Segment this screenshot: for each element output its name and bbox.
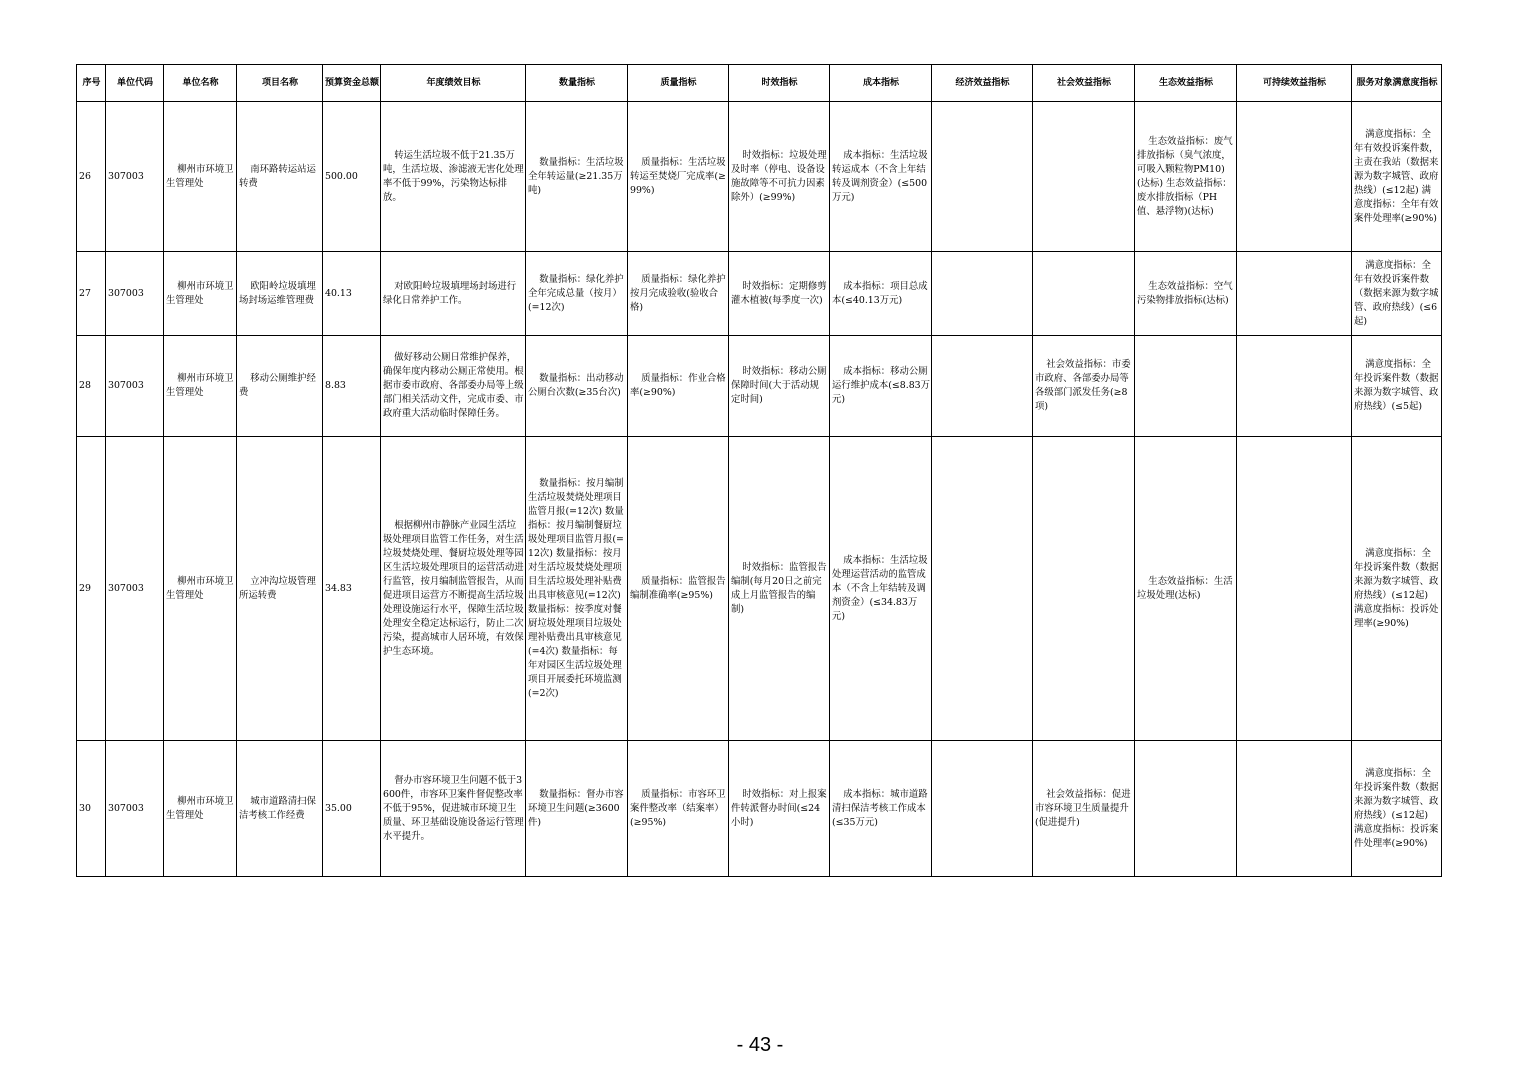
table-row [77,336,1442,437]
quantity-text: 数量指标：绿化养护全年完成总量（按月）(=12次) [528,273,624,313]
cell-timeliness [729,741,830,877]
cell-cost [830,252,932,336]
cell-budget: 35.00 [323,741,381,877]
cell-quality [628,336,729,437]
cell-quality [628,437,729,741]
cell-ecological [1135,437,1237,741]
quality-text: 质量指标：绿化养护按月完成验收(验收合格) [630,273,726,313]
cell-timeliness [729,252,830,336]
cell-unit-name [164,252,237,336]
header-satisfaction: 服务对象满意度指标 [1352,65,1442,102]
cell-timeliness [729,102,830,252]
cell-budget: 500.00 [323,102,381,252]
unit-name-text: 柳州市环境卫生管理处 [166,163,234,189]
cell-sustainable [1237,437,1352,741]
cell-quantity [526,437,628,741]
cell-goal [381,437,526,741]
cell-sustainable [1237,741,1352,877]
ecological-text: 生态效益指标：生活垃圾处理(达标) [1137,575,1233,601]
cell-unit-name [164,741,237,877]
cell-unit-name [164,102,237,252]
quantity-text: 数量指标：按月编制生活垃圾焚烧处理项目监管月报(=12次) 数量指标：按月编制餐厨垃圾处理项目监管月报(=12次) 数量指标：按月对生活垃圾焚烧处理项目生活垃圾处理补贴费出具审核意见(=12次) 数量指标：按季度对餐厨垃圾处理项目垃圾处理补贴费出具审核意见(=4次) 数量指标：每年对园区生活垃圾处理项目开展委托环境监测(=2次) [528,477,624,699]
cell-unit-code: 307003 [106,102,164,252]
cell-social [1033,437,1135,741]
timeliness-text: 时效指标：垃圾处理及时率（停电、设备设施故障等不可抗力因素除外）(≥99%) [731,149,827,203]
cell-sustainable [1237,252,1352,336]
table-row [77,437,1442,741]
cell-cost [830,336,932,437]
header-timeliness: 时效指标 [729,65,830,102]
project-name-text: 欧阳岭垃圾填埋场封场运维管理费 [239,280,316,306]
cell-social [1033,741,1135,877]
cell-project-name [237,252,323,336]
cell-seq: 28 [77,336,106,437]
quality-text: 质量指标：生活垃圾转运至焚烧厂完成率(≥99%) [630,156,726,196]
cell-satisfaction [1352,252,1442,336]
goal-text: 根据柳州市静脉产业园生活垃圾处理项目监管工作任务，对生活垃圾焚烧处理、餐厨垃圾处理等园区生活垃圾处理项目的运营活动进行监管，按月编制监管报告，从而促进项目运营方不断提高生活垃圾处理设施运行水平，保障生活垃圾处理安全稳定达标运行，防止二次污染，提高城市人居环境，有效保护生态环境。 [383,519,524,657]
cell-satisfaction [1352,336,1442,437]
cell-satisfaction [1352,741,1442,877]
cell-economic [932,252,1033,336]
cell-budget: 34.83 [323,437,381,741]
cell-economic [932,437,1033,741]
quality-text: 质量指标：监管报告编制准确率(≥95%) [630,575,726,601]
timeliness-text: 时效指标：定期修剪灌木植被(每季度一次) [731,280,827,306]
cell-ecological [1135,741,1237,877]
cell-ecological [1135,102,1237,252]
cell-economic [932,741,1033,877]
satisfaction-text: 满意度指标：全年投诉案件数（数据来源为数字城管、政府热线）(≤12起) 满意度指标：投诉处理率(≥90%) [1354,547,1439,629]
cell-timeliness [729,336,830,437]
cell-budget: 8.83 [323,336,381,437]
ecological-text: 生态效益指标：空气污染物排放指标(达标) [1137,280,1233,306]
cell-unit-name [164,336,237,437]
satisfaction-text: 满意度指标：全年投诉案件数（数据来源为数字城管、政府热线）(≤12起) 满意度指标：投诉案件处理率(≥90%) [1354,767,1439,849]
cell-budget: 40.13 [323,252,381,336]
cell-unit-code: 307003 [106,741,164,877]
cell-sustainable [1237,102,1352,252]
cell-unit-code: 307003 [106,437,164,741]
cell-project-name [237,336,323,437]
project-name-text: 南环路转运站运转费 [239,163,316,189]
cell-economic [932,336,1033,437]
performance-table [76,64,1442,877]
cell-sustainable [1237,336,1352,437]
cell-project-name [237,102,323,252]
timeliness-text: 时效指标：对上报案件转派督办时间(≤24小时) [731,788,827,828]
cell-quality [628,102,729,252]
project-name-text: 城市道路清扫保洁考核工作经费 [239,795,316,821]
cell-seq: 30 [77,741,106,877]
cost-text: 成本指标：移动公厕运行维护成本(≤8.83万元) [832,366,931,405]
cell-goal [381,741,526,877]
cell-quality [628,741,729,877]
page-number: - 43 - [736,1034,784,1056]
timeliness-text: 时效指标：移动公厕保障时间(大于活动规定时间) [731,366,827,405]
cell-project-name [237,741,323,877]
cell-ecological [1135,252,1237,336]
quantity-text: 数量指标：生活垃圾全年转运量(≥21.35万吨) [528,156,624,196]
cost-text: 成本指标：城市道路清扫保洁考核工作成本(≤35万元) [832,788,928,828]
cell-seq: 26 [77,102,106,252]
cost-text: 成本指标：项目总成本(≤40.13万元) [832,280,928,306]
cost-text: 成本指标：生活垃圾处理运营活动的监管成本（不含上年结转及调剂资金）(≤34.83万元) [832,554,928,622]
header-economic: 经济效益指标 [932,65,1033,102]
quality-text: 质量指标：作业合格率(≥90%) [630,373,726,398]
header-quality: 质量指标 [628,65,729,102]
project-name-text: 立冲沟垃圾管理所运转费 [239,575,316,601]
satisfaction-text: 满意度指标：全年有效投诉案件数，主责在我站（数据来源为数字城管、政府热线）(≤12起) 满意度指标：全年有效案件处理率(≥90%) [1354,128,1439,224]
satisfaction-text: 满意度指标：全年投诉案件数（数据来源为数字城管、政府热线）(≤5起) [1354,359,1439,412]
cell-social [1033,336,1135,437]
header-seq: 序号 [77,65,106,102]
header-budget-total: 预算资金总额 [323,65,381,102]
cell-seq: 29 [77,437,106,741]
header-ecological: 生态效益指标 [1135,65,1237,102]
cell-economic [932,102,1033,252]
cell-unit-code: 307003 [106,336,164,437]
cell-quantity [526,336,628,437]
goal-text: 对欧阳岭垃圾填埋场封场进行绿化日常养护工作。 [383,280,517,306]
unit-name-text: 柳州市环境卫生管理处 [166,795,234,821]
ecological-text: 生态效益指标：废气排放指标（臭气浓度，可吸入颗粒物PM10)(达标) 生态效益指标：废水排放指标（PH值、悬浮物)(达标) [1137,135,1233,217]
header-project-name: 项目名称 [237,65,323,102]
timeliness-text: 时效指标：监管报告编制(每月20日之前完成上月监管报告的编制) [731,561,827,615]
cell-social [1033,102,1135,252]
header-quantity: 数量指标 [526,65,628,102]
satisfaction-text: 满意度指标：全年有效投诉案件数（数据来源为数字城管、政府热线）(≤6起) [1354,259,1439,327]
cell-timeliness [729,437,830,741]
cell-social [1033,252,1135,336]
header-unit-name: 单位名称 [164,65,237,102]
unit-name-text: 柳州市环境卫生管理处 [166,373,234,398]
header-unit-code: 单位代码 [106,65,164,102]
cell-satisfaction [1352,102,1442,252]
quality-text: 质量指标：市容环卫案件整改率（结案率）(≥95%) [630,788,726,828]
cell-cost [830,437,932,741]
cell-goal [381,336,526,437]
cell-quality [628,252,729,336]
quantity-text: 数量指标：出动移动公厕台次数(≥35台次) [528,373,624,398]
cell-satisfaction [1352,437,1442,741]
goal-text: 督办市容环境卫生问题不低于3600件，市容环卫案件督促整改率不低于95%，促进城市环境卫生质量、环卫基础设施设备运行管理水平提升。 [383,774,524,842]
cell-project-name [237,437,323,741]
cell-unit-name [164,437,237,741]
table-row [77,741,1442,877]
project-name-text: 移动公厕维护经费 [239,373,316,398]
cell-goal [381,102,526,252]
table-row [77,252,1442,336]
cell-ecological [1135,336,1237,437]
cell-cost [830,102,932,252]
quantity-text: 数量指标：督办市容环境卫生问题(≥3600件) [528,788,624,828]
cost-text: 成本指标：生活垃圾转运成本（不含上年结转及调剂资金）(≤500万元) [832,149,928,203]
header-annual-goal: 年度绩效目标 [381,65,526,102]
header-social: 社会效益指标 [1033,65,1135,102]
goal-text: 做好移动公厕日常维护保养，确保年度内移动公厕正常使用。根据市委市政府、各部委办局等上级部门相关活动文件，完成市委、市政府重大活动临时保障任务。 [383,352,524,419]
cell-unit-code: 307003 [106,252,164,336]
social-text: 社会效益指标：促进市容环境卫生质量提升(促进提升) [1035,788,1131,828]
cell-cost [830,741,932,877]
goal-text: 转运生活垃圾不低于21.35万吨，生活垃圾、渗滤液无害化处理率不低于99%，污染物达标排放。 [383,149,524,203]
cell-goal [381,252,526,336]
cell-quantity [526,252,628,336]
cell-quantity [526,741,628,877]
cell-quantity [526,102,628,252]
unit-name-text: 柳州市环境卫生管理处 [166,280,234,306]
social-text: 社会效益指标：市委市政府、各部委办局等各级部门派发任务(≥8项) [1035,359,1131,412]
cell-seq: 27 [77,252,106,336]
header-cost: 成本指标 [830,65,932,102]
unit-name-text: 柳州市环境卫生管理处 [166,575,234,601]
table-header-row [77,65,1442,102]
table-row [77,102,1442,252]
header-sustainable: 可持续效益指标 [1237,65,1352,102]
